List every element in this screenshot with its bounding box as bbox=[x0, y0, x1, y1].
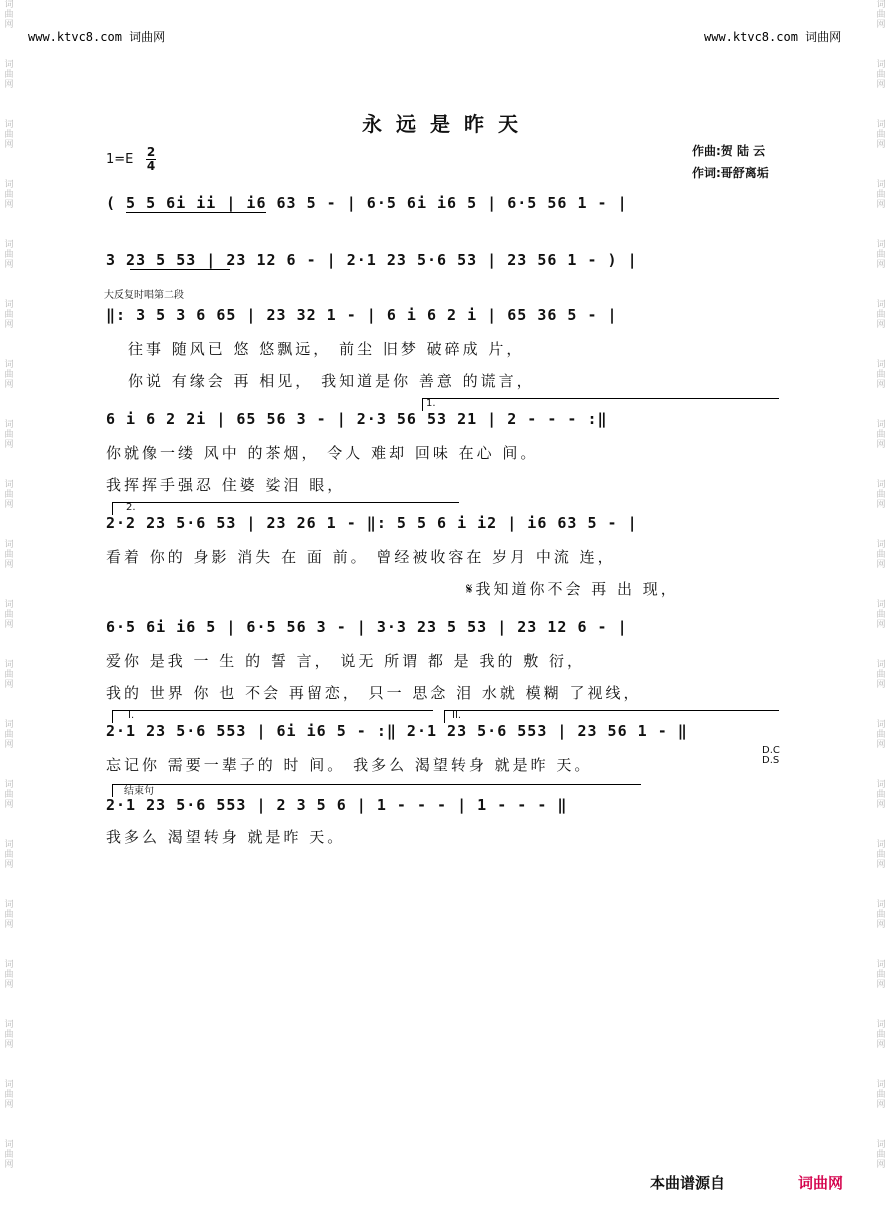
dc-marker: D.C bbox=[762, 745, 780, 756]
watermark-text: 词 曲 网 bbox=[4, 420, 14, 450]
watermark-text: 词 曲 网 bbox=[4, 360, 14, 390]
lyric-line-3a: 往事 随风已 悠 悠飘远， 前尘 旧梦 破碎成 片， bbox=[128, 340, 525, 358]
lyric-line-6b: 我的 世界 你 也 不会 再留恋， 只一 思念 泪 水就 模糊 了视线， bbox=[106, 684, 642, 702]
lyricist-credit: 作词:哥舒离垢 bbox=[692, 166, 769, 180]
lyric-line-7: 忘记你 需要一辈子的 时 间。 我多么 渴望转身 就是昨 天。 bbox=[106, 756, 593, 774]
score-line-1: ( 5 5 6i ii | i6 63 5 - | 6·5 6i i6 5 | 6·5 56 1 - | bbox=[106, 194, 628, 212]
ds-marker: D.S bbox=[762, 755, 780, 766]
watermark-text: 词 曲 网 bbox=[876, 1080, 886, 1110]
watermark-text: 词 曲 网 bbox=[876, 180, 886, 210]
watermark-text: 词 曲 网 bbox=[876, 960, 886, 990]
score-line-3: ‖: 3 5 3 6 65 | 23 32 1 - | 6 i 6 2 i | 65 36 5 - | bbox=[106, 306, 618, 324]
watermark-text: 词 曲 网 bbox=[4, 540, 14, 570]
watermark-text: 词 曲 网 bbox=[4, 1020, 14, 1050]
watermark-text: 词 曲 网 bbox=[876, 0, 886, 30]
score-line-8: 2·1 23 5·6 553 | 2 3 5 6 | 1 - - - | 1 - - - ‖ bbox=[106, 796, 568, 814]
time-signature bbox=[146, 146, 156, 173]
watermark-text: 词 曲 网 bbox=[4, 720, 14, 750]
watermark-text: 词 曲 网 bbox=[4, 780, 14, 810]
watermark-text: 词 曲 网 bbox=[876, 840, 886, 870]
lyric-line-8: 我多么 渴望转身 就是昨 天。 bbox=[106, 828, 346, 846]
watermark-text: 词 曲 网 bbox=[4, 60, 14, 90]
second-verse-note: 大反复时唱第二段 bbox=[104, 290, 184, 301]
watermark-text: 词 曲 网 bbox=[4, 840, 14, 870]
score-line-4: 6 i 6 2 2i | 65 56 3 - | 2·3 56 53 21 | 2 - - - :‖ bbox=[106, 410, 608, 428]
source-label: 本曲谱源自 bbox=[650, 1174, 726, 1192]
time-signature-top: 2 bbox=[146, 145, 156, 159]
volta-2-label: 2. bbox=[126, 502, 136, 513]
site-url-left[interactable]: www.ktvc8.com 词曲网 bbox=[28, 30, 166, 44]
watermark-text: 词 曲 网 bbox=[4, 120, 14, 150]
song-title: 永远是昨天 bbox=[362, 112, 532, 136]
lyric-line-4b: 我挥挥手强忍 住婆 娑泪 眼， bbox=[106, 476, 346, 494]
watermark-text: 词 曲 网 bbox=[4, 240, 14, 270]
ending-label: 结束句 bbox=[124, 786, 154, 797]
watermark-text: 词 曲 网 bbox=[876, 300, 886, 330]
site-url-right[interactable]: www.ktvc8.com 词曲网 bbox=[704, 30, 842, 44]
volta-1-label: 1. bbox=[426, 398, 436, 409]
watermark-text: 词 曲 网 bbox=[4, 960, 14, 990]
watermark-text: 词 曲 网 bbox=[876, 420, 886, 450]
composer-credit: 作曲:贺 陆 云 bbox=[692, 144, 766, 158]
score-line-5: 2·2 23 5·6 53 | 23 26 1 - ‖: 5 5 6 i i2 | i6 63 5 - | bbox=[106, 514, 638, 532]
lyric-line-6a: 爱你 是我 一 生 的 誓 言， 说无 所谓 都 是 我的 敷 衍， bbox=[106, 652, 585, 670]
watermark-text: 词 曲 网 bbox=[4, 180, 14, 210]
watermark-text: 词 曲 网 bbox=[876, 1020, 886, 1050]
score-line-2: 3 23 5 53 | 23 12 6 - | 2·1 23 5·6 53 | 23 56 1 - ) | bbox=[106, 251, 638, 269]
watermark-text: 词 曲 网 bbox=[876, 240, 886, 270]
lyric-line-5a: 看着 你的 身影 消失 在 面 前。 曾经被收容在 岁月 中流 连， bbox=[106, 548, 616, 566]
watermark-text: 词 曲 网 bbox=[876, 600, 886, 630]
left-watermark-column bbox=[2, 0, 16, 1218]
watermark-text: 词 曲 网 bbox=[4, 1140, 14, 1170]
watermark-text: 词 曲 网 bbox=[4, 300, 14, 330]
volta-ii-label: II. bbox=[452, 710, 462, 721]
lyric-line-3b: 你说 有缘会 再 相见， 我知道是你 善意 的谎言， bbox=[128, 372, 535, 390]
watermark-text: 词 曲 网 bbox=[4, 1080, 14, 1110]
brand-link[interactable]: 词曲网 bbox=[798, 1174, 844, 1192]
watermark-text: 词 曲 网 bbox=[876, 780, 886, 810]
score-line-6: 6·5 6i i6 5 | 6·5 56 3 - | 3·3 23 5 53 | 23 12 6 - | bbox=[106, 618, 628, 636]
watermark-text: 词 曲 网 bbox=[876, 660, 886, 690]
watermark-text: 词 曲 网 bbox=[876, 480, 886, 510]
volta-i-label: I. bbox=[128, 710, 135, 721]
watermark-text: 词 曲 网 bbox=[4, 0, 14, 30]
watermark-text: 词 曲 网 bbox=[876, 360, 886, 390]
watermark-text: 词 曲 网 bbox=[876, 60, 886, 90]
watermark-text: 词 曲 网 bbox=[876, 1140, 886, 1170]
watermark-text: 词 曲 网 bbox=[876, 720, 886, 750]
lyric-line-4a: 你就像一缕 风中 的茶烟， 令人 难却 回味 在心 间。 bbox=[106, 444, 539, 462]
score-line-7: 2·1 23 5·6 553 | 6i i6 5 - :‖ 2·1 23 5·6 553 | 23 56 1 - ‖ bbox=[106, 722, 688, 740]
watermark-text: 词 曲 网 bbox=[4, 480, 14, 510]
watermark-text: 词 曲 网 bbox=[4, 900, 14, 930]
watermark-text: 词 曲 网 bbox=[4, 660, 14, 690]
watermark-text: 词 曲 网 bbox=[4, 600, 14, 630]
time-signature-bottom: 4 bbox=[146, 159, 156, 173]
watermark-text: 词 曲 网 bbox=[876, 120, 886, 150]
watermark-text: 词 曲 网 bbox=[876, 900, 886, 930]
lyric-line-5b: 𝄋我知道你不会 再 出 现， bbox=[466, 580, 679, 598]
watermark-text: 词 曲 网 bbox=[876, 540, 886, 570]
key-signature: 1=E bbox=[106, 152, 134, 167]
right-watermark-column bbox=[874, 0, 888, 1218]
repeat-markers bbox=[762, 746, 780, 766]
